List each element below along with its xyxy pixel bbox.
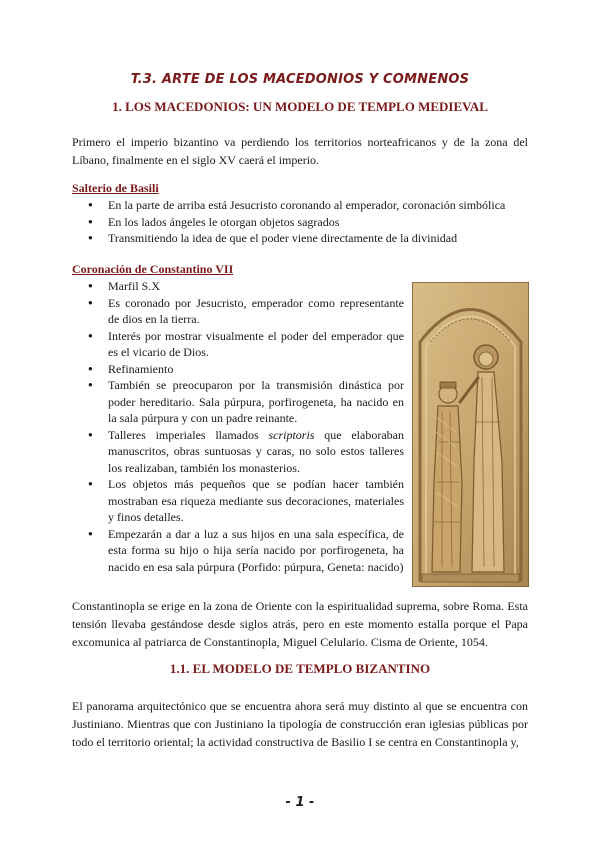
salterio-heading: Salterio de Basili (72, 181, 159, 195)
section2-paragraph: El panorama arquitectónico que se encuentra ahora será muy distinto al que se encuentra con Justiniano. Mientras que con Justiniano la tipología de construcción eran iglesias públicas por todo el territorio oriental; la actividad constructiva de Basilio I se centra en Constantinopla y, (72, 699, 528, 749)
salterio-list (72, 197, 528, 247)
coronacion-heading: Coronación de Constantino VII (72, 262, 234, 276)
list-item: ● Marfil S.X (72, 278, 404, 295)
list-item: ● Refinamiento (72, 361, 404, 378)
scriptoris-term: scriptoris (268, 427, 315, 442)
intro-paragraph: Primero el imperio bizantino va perdiendo los territorios norteafricanos y de la zona del Líbano, finalmente en el siglo XV caerá el imperio. (72, 135, 528, 167)
list-item: ● En la parte de arriba está Jesucristo coronando al emperador, coronación simbólica (72, 197, 528, 214)
list-item: ● En los lados ángeles le otorgan objetos sagrados (72, 214, 528, 231)
page-number: - 1 - (285, 795, 315, 810)
list-item-talleres (72, 427, 404, 477)
list-item: ● Los objetos más pequeños que se podían hacer también mostraban esa riqueza mediante sus decoraciones, materiales y finos detalles. (72, 476, 404, 526)
ivory-relief-illustration (412, 282, 529, 587)
list-item: ● Empezarán a dar a luz a sus hijos en una sala específica, de esta forma su hijo o hija sería nacido por porfirogeneta, ha nacido en esa sala púrpura (Porfido: púrpura, Geneta: nacido) (72, 526, 404, 576)
section-title: 1. LOS MACEDONIOS: UN MODELO DE TEMPLO MEDIEVAL (112, 99, 488, 114)
ivory-coronation-image (412, 282, 529, 587)
talleres-text-before: Talleres imperiales llamados (108, 427, 269, 442)
talleres-text-after: que elaboraban manuscritos, obras suntuosas y caras, no solo estos talleres los realizaban, también los monasterios. (108, 427, 404, 475)
section-heading-templo-bizantino: 1.1. EL MODELO DE TEMPLO BIZANTINO (169, 661, 431, 676)
constantinopla-paragraph: Constantinopla se erige en la zona de Oriente con la espiritualidad suprema, sobre Roma. Esta tensión llevaba gestándose desde siglos atrás, pero en este momento estalla porque el Papa excomunica al patriarca de Constantinopla, Miguel Celulario. Cisma de Oriente, 1054. (72, 599, 528, 649)
document-title: T.3. ARTE DE LOS MACEDONIOS Y COMNENOS (130, 72, 470, 87)
coronacion-list (72, 278, 404, 575)
list-item: ● Interés por mostrar visualmente el poder del emperador que es el vicario de Dios. (72, 328, 404, 361)
list-item: ● Es coronado por Jesucristo, emperador como representante de dios en la tierra. (72, 295, 404, 328)
list-item: ● También se preocuparon por la transmisión dinástica por poder hereditario. Sala púrpura, porfirogeneta, ha nacido en la sala púrpura y con un padre reinante. (72, 377, 404, 427)
list-item: ● Transmitiendo la idea de que el poder viene directamente de la divinidad (72, 230, 528, 247)
